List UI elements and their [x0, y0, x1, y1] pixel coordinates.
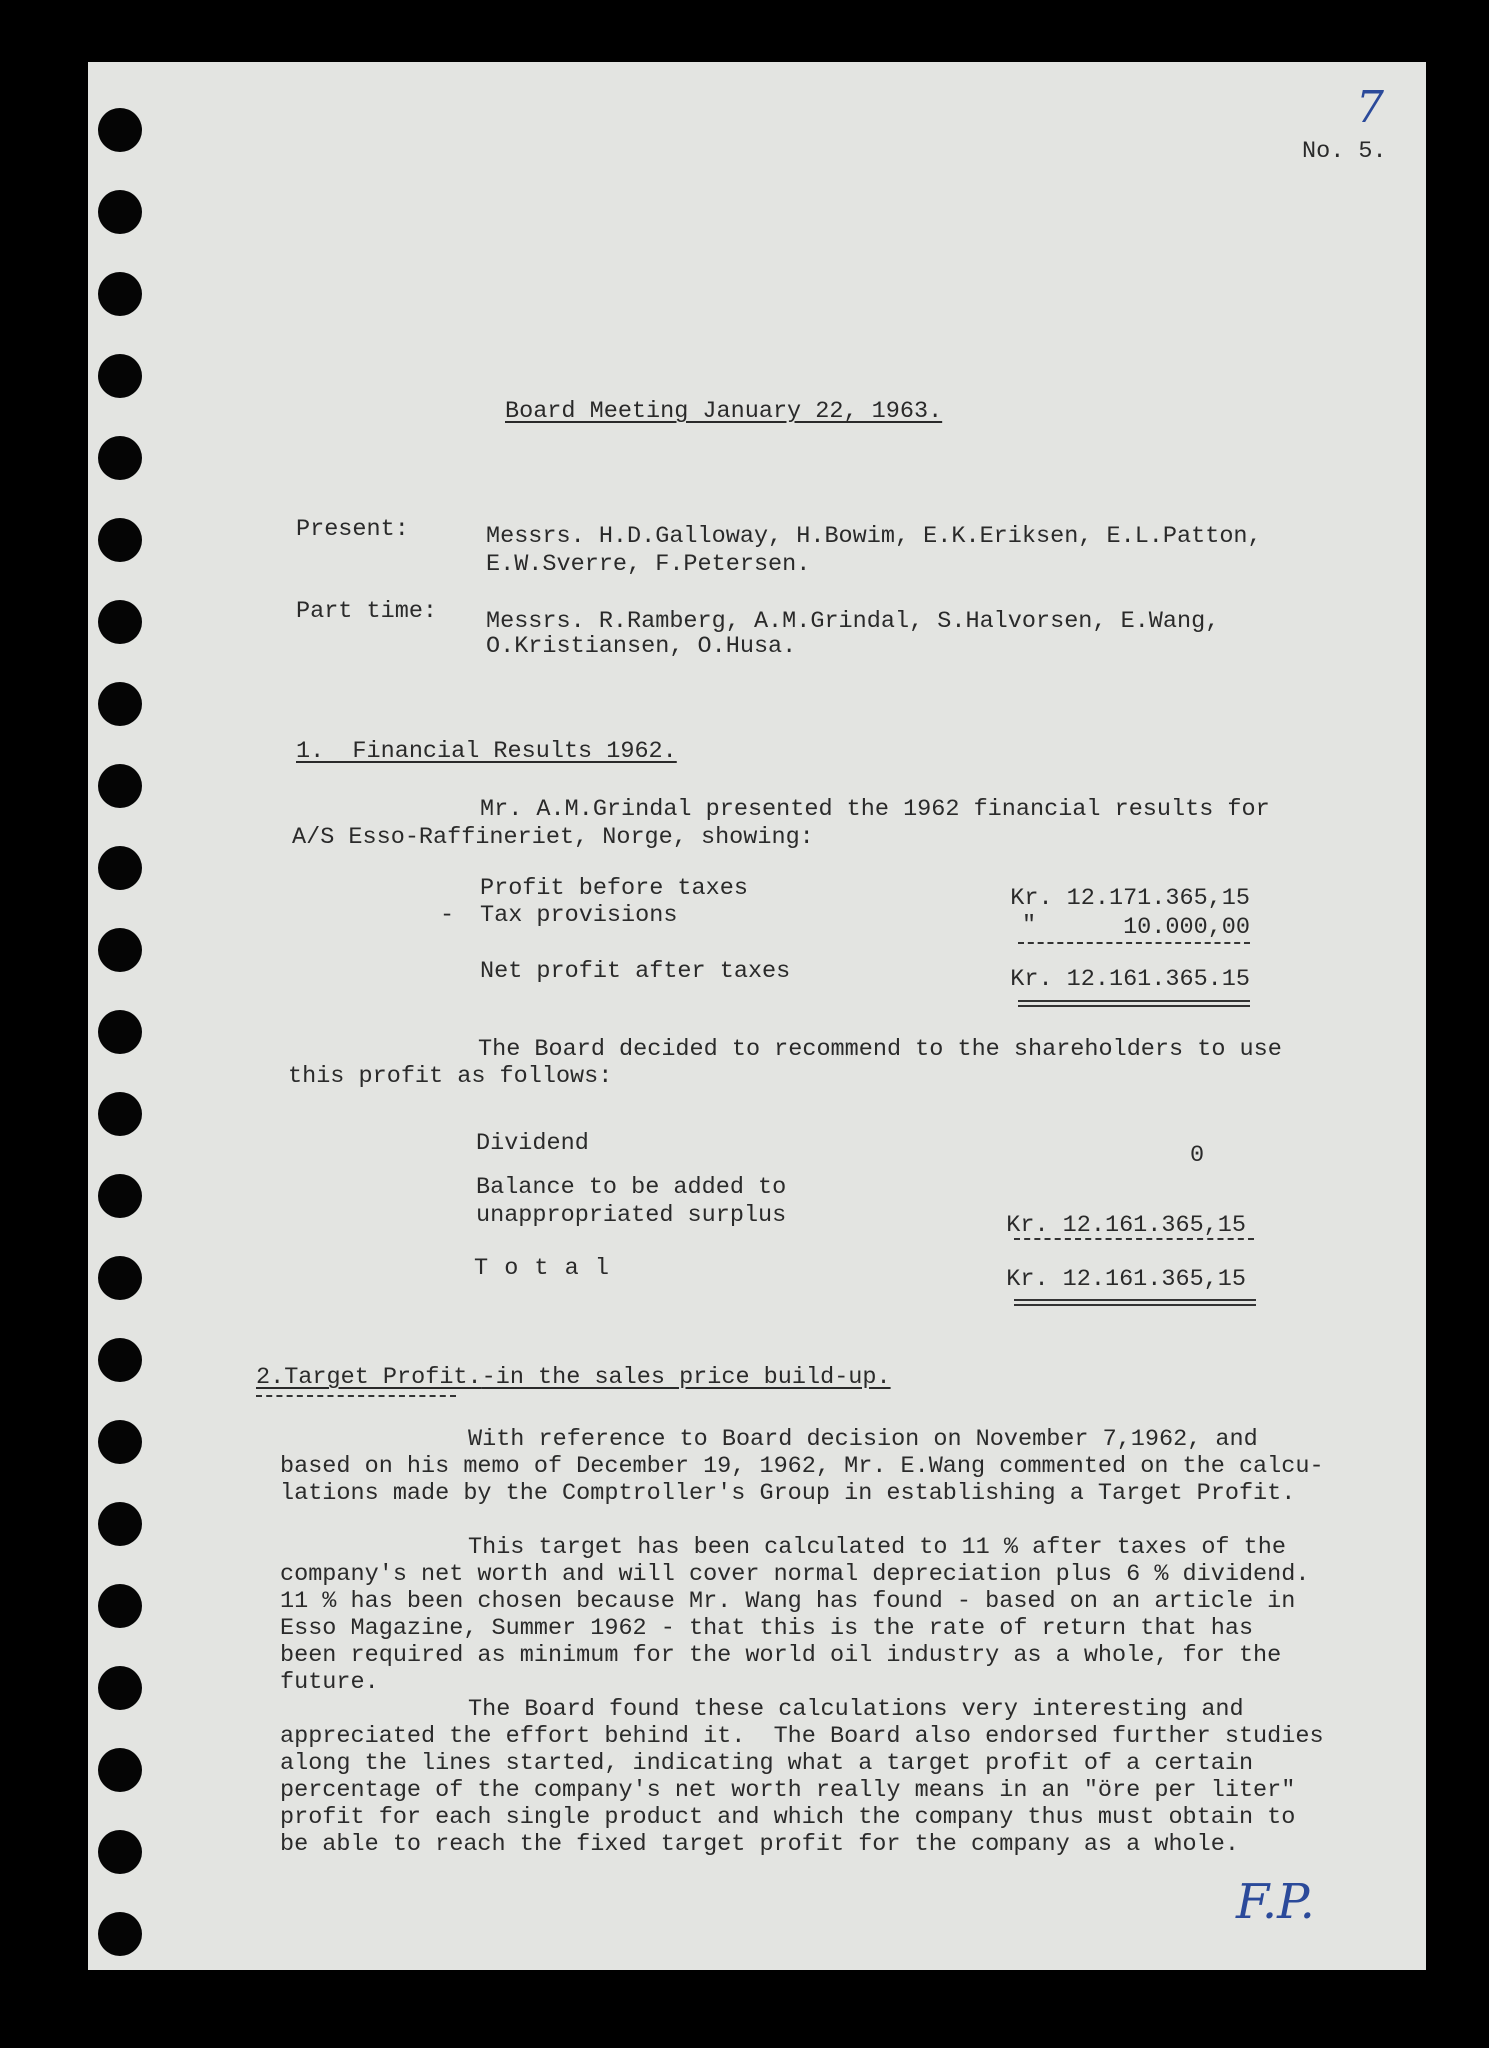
p3-line: appreciated the effort behind it. The Board also endorsed further studies: [280, 1723, 1324, 1750]
profit-before-taxes-value: Kr. 12.171.365,15: [1010, 885, 1250, 912]
paragraph-2: [280, 1534, 1309, 1696]
p3-line: along the lines started, indicating what a target profit of a certain: [280, 1750, 1254, 1777]
p2-line: Esso Magazine, Summer 1962 - that this is the rate of return that has: [280, 1615, 1254, 1642]
part-time-label: Part time:: [296, 598, 438, 625]
part-time-names-line2: O.Kristiansen, O.Husa.: [486, 633, 797, 660]
profit-before-taxes-label: Profit before taxes: [480, 875, 748, 902]
binder-hole: [98, 108, 142, 152]
handwritten-initials: F.P.: [1236, 1874, 1315, 1930]
ditto-mark: ": [1022, 912, 1037, 939]
meeting-title: Board Meeting January 22, 1963.: [505, 398, 943, 425]
binder-hole: [98, 1010, 142, 1054]
balance-value: Kr. 12.161.365,15: [1006, 1212, 1246, 1239]
dividend-value: 0: [1190, 1142, 1205, 1169]
binder-hole: [98, 190, 142, 234]
section2-heading: [256, 1364, 891, 1391]
net-profit-double-rule: [1018, 1000, 1250, 1007]
total-value: Kr. 12.161.365,15: [1006, 1266, 1246, 1293]
total-double-rule: [1014, 1299, 1256, 1306]
p2-line: 11 % has been chosen because Mr. Wang has found - based on an article in: [280, 1588, 1296, 1615]
binder-hole: [98, 1174, 142, 1218]
binder-hole: [98, 682, 142, 726]
binder-hole: [98, 1830, 142, 1874]
present-label: Present:: [296, 516, 409, 543]
binder-hole: [98, 600, 142, 644]
p2-line: been required as minimum for the world oil industry as a whole, for the: [280, 1642, 1282, 1669]
binder-hole: [98, 1256, 142, 1300]
binder-hole: [98, 518, 142, 562]
binder-hole: [98, 764, 142, 808]
subtotal-rule: [1018, 942, 1250, 944]
section2-heading-dash: [256, 1395, 456, 1397]
binder-hole: [98, 1666, 142, 1710]
p3-line: be able to reach the fixed target profit for the company as a whole.: [280, 1831, 1239, 1858]
binder-hole: [98, 436, 142, 480]
dividend-label: Dividend: [476, 1130, 589, 1157]
binder-hole: [98, 1912, 142, 1956]
handwritten-page-number: 7: [1356, 82, 1384, 133]
present-names-line1: Messrs. H.D.Galloway, H.Bowim, E.K.Eriksen, E.L.Patton,: [486, 523, 1262, 550]
section1-intro-line1: Mr. A.M.Grindal presented the 1962 financial results for: [480, 796, 1270, 823]
binder-hole: [98, 1584, 142, 1628]
p2-line: future.: [280, 1669, 379, 1696]
present-names-line2: E.W.Sverre, F.Petersen.: [486, 551, 811, 578]
paragraph-3: [280, 1696, 1324, 1858]
tax-provisions-value: 10.000,00: [1123, 914, 1250, 941]
p1-line: With reference to Board decision on November 7,1962, and: [468, 1426, 1258, 1453]
binder-hole: [98, 1338, 142, 1382]
section2-heading-rest: -in the sales price build-up.: [481, 1364, 891, 1391]
binder-hole: [98, 1420, 142, 1464]
binder-hole: [98, 1092, 142, 1136]
binder-hole: [98, 1748, 142, 1792]
p1-line: lations made by the Comptroller's Group in establishing a Target Profit.: [280, 1480, 1296, 1507]
p3-line: percentage of the company's net worth really means in an "öre per liter": [280, 1777, 1296, 1804]
section1-intro-line2: A/S Esso-Raffineriet, Norge, showing:: [292, 824, 814, 851]
net-profit-label: Net profit after taxes: [480, 958, 791, 985]
p2-line: This target has been calculated to 11 % after taxes of the: [468, 1534, 1286, 1561]
section1-heading: 1. Financial Results 1962.: [296, 738, 677, 765]
part-time-names-line1: Messrs. R.Ramberg, A.M.Grindal, S.Halvorsen, E.Wang,: [486, 608, 1220, 635]
balance-label-line2: unappropriated surplus: [476, 1202, 787, 1229]
binder-hole: [98, 1502, 142, 1546]
minus-sign: -: [440, 902, 455, 929]
balance-label-line1: Balance to be added to: [476, 1174, 787, 1201]
binder-hole: [98, 272, 142, 316]
binder-hole: [98, 354, 142, 398]
binder-hole: [98, 928, 142, 972]
balance-rule: [1014, 1238, 1254, 1240]
p3-line: The Board found these calculations very interesting and: [468, 1696, 1244, 1723]
document-number: No. 5.: [1302, 138, 1387, 165]
paragraph-1: [280, 1426, 1324, 1507]
decision-line2: this profit as follows:: [288, 1063, 613, 1090]
decision-line1: The Board decided to recommend to the shareholders to use: [478, 1036, 1282, 1063]
p1-line: based on his memo of December 19, 1962, Mr. E.Wang commented on the calcu-: [280, 1453, 1324, 1480]
total-label: T o t a l: [474, 1255, 610, 1282]
binder-hole: [98, 846, 142, 890]
p2-line: company's net worth and will cover normal depreciation plus 6 % dividend.: [280, 1561, 1310, 1588]
tax-provisions-label: Tax provisions: [480, 902, 678, 929]
section2-heading-main: 2.Target Profit.: [256, 1364, 482, 1391]
net-profit-value: Kr. 12.161.365.15: [1010, 966, 1250, 993]
p3-line: profit for each single product and which the company thus must obtain to: [280, 1804, 1296, 1831]
